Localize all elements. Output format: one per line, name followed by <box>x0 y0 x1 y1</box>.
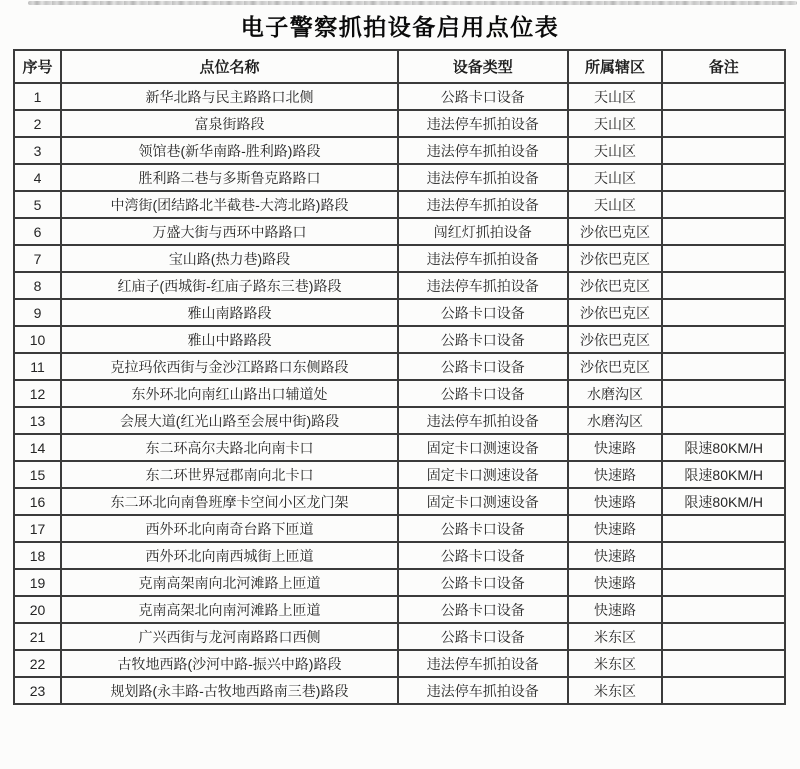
table-row <box>14 353 785 380</box>
cell-remark <box>662 380 785 407</box>
cell-type: 固定卡口测速设备 <box>398 434 568 461</box>
cell-type: 公路卡口设备 <box>398 299 568 326</box>
cell-type: 违法停车抓拍设备 <box>398 191 568 218</box>
cell-index: 18 <box>14 542 61 569</box>
table-row <box>14 596 785 623</box>
table-row <box>14 299 785 326</box>
cell-district: 天山区 <box>568 137 663 164</box>
cell-index: 8 <box>14 272 61 299</box>
page-title: 电子警察抓拍设备启用点位表 <box>240 14 560 40</box>
cell-type: 公路卡口设备 <box>398 353 568 380</box>
cell-index: 12 <box>14 380 61 407</box>
table-row <box>14 245 785 272</box>
cell-district: 沙依巴克区 <box>568 272 663 299</box>
cell-name: 中湾街(团结路北半截巷-大湾北路)路段 <box>61 191 398 218</box>
cell-district: 快速路 <box>568 542 663 569</box>
cell-type: 违法停车抓拍设备 <box>398 650 568 677</box>
cell-type: 违法停车抓拍设备 <box>398 245 568 272</box>
table-row <box>14 542 785 569</box>
cell-name: 东二环北向南鲁班摩卡空间小区龙门架 <box>61 488 398 515</box>
cell-district: 沙依巴克区 <box>568 245 663 272</box>
table-row <box>14 623 785 650</box>
cell-remark <box>662 569 785 596</box>
cell-type: 固定卡口测速设备 <box>398 488 568 515</box>
cell-name: 西外环北向南奇台路下匝道 <box>61 515 398 542</box>
cell-remark <box>662 299 785 326</box>
table-row <box>14 569 785 596</box>
cell-name: 宝山路(热力巷)路段 <box>61 245 398 272</box>
cell-district: 快速路 <box>568 461 663 488</box>
cell-type: 违法停车抓拍设备 <box>398 164 568 191</box>
cell-district: 天山区 <box>568 83 663 110</box>
cell-index: 22 <box>14 650 61 677</box>
cell-type: 公路卡口设备 <box>398 596 568 623</box>
table-row <box>14 677 785 704</box>
cell-district: 沙依巴克区 <box>568 353 663 380</box>
cell-index: 3 <box>14 137 61 164</box>
cell-remark <box>662 218 785 245</box>
cell-type: 违法停车抓拍设备 <box>398 272 568 299</box>
cell-index: 7 <box>14 245 61 272</box>
table-row <box>14 461 785 488</box>
cell-district: 水磨沟区 <box>568 380 663 407</box>
table-row <box>14 110 785 137</box>
cell-type: 违法停车抓拍设备 <box>398 677 568 704</box>
cell-name: 红庙子(西城街-红庙子路东三巷)路段 <box>61 272 398 299</box>
cell-name: 东二环世界冠郡南向北卡口 <box>61 461 398 488</box>
cell-index: 11 <box>14 353 61 380</box>
cell-type: 公路卡口设备 <box>398 83 568 110</box>
scan-artifact-strip <box>28 1 797 5</box>
cell-district: 天山区 <box>568 110 663 137</box>
table-row <box>14 272 785 299</box>
cell-index: 2 <box>14 110 61 137</box>
cell-district: 沙依巴克区 <box>568 326 663 353</box>
header-cell-district: 所属辖区 <box>568 50 663 83</box>
table-row <box>14 164 785 191</box>
cell-district: 快速路 <box>568 434 663 461</box>
table-row <box>14 434 785 461</box>
cell-district: 米东区 <box>568 623 663 650</box>
table-row <box>14 488 785 515</box>
cell-index: 5 <box>14 191 61 218</box>
cell-remark <box>662 164 785 191</box>
cell-district: 沙依巴克区 <box>568 299 663 326</box>
cell-index: 14 <box>14 434 61 461</box>
cell-type: 公路卡口设备 <box>398 515 568 542</box>
cell-index: 23 <box>14 677 61 704</box>
cell-name: 克南高架北向南河滩路上匝道 <box>61 596 398 623</box>
cell-remark <box>662 326 785 353</box>
cell-index: 19 <box>14 569 61 596</box>
cell-index: 10 <box>14 326 61 353</box>
cell-name: 古牧地西路(沙河中路-振兴中路)路段 <box>61 650 398 677</box>
cell-name: 东外环北向南红山路出口辅道处 <box>61 380 398 407</box>
header-cell-type: 设备类型 <box>398 50 568 83</box>
cell-name: 万盛大街与西环中路路口 <box>61 218 398 245</box>
cell-name: 领馆巷(新华南路-胜利路)路段 <box>61 137 398 164</box>
cell-type: 公路卡口设备 <box>398 542 568 569</box>
cell-type: 公路卡口设备 <box>398 380 568 407</box>
cell-remark <box>662 353 785 380</box>
header-cell-index: 序号 <box>14 50 61 83</box>
cell-remark <box>662 677 785 704</box>
cell-index: 20 <box>14 596 61 623</box>
table-header-row <box>14 50 785 83</box>
cell-name: 新华北路与民主路路口北侧 <box>61 83 398 110</box>
cell-type: 违法停车抓拍设备 <box>398 110 568 137</box>
cell-remark <box>662 110 785 137</box>
cell-index: 15 <box>14 461 61 488</box>
cell-district: 米东区 <box>568 650 663 677</box>
cell-type: 违法停车抓拍设备 <box>398 137 568 164</box>
cell-index: 1 <box>14 83 61 110</box>
table-row <box>14 650 785 677</box>
cell-index: 4 <box>14 164 61 191</box>
table-row <box>14 191 785 218</box>
cell-district: 快速路 <box>568 488 663 515</box>
header-cell-name: 点位名称 <box>61 50 398 83</box>
cell-remark <box>662 515 785 542</box>
cell-index: 17 <box>14 515 61 542</box>
header-cell-remark: 备注 <box>662 50 785 83</box>
table-body <box>14 83 785 704</box>
cell-remark <box>662 191 785 218</box>
cell-name: 雅山南路路段 <box>61 299 398 326</box>
cell-remark <box>662 623 785 650</box>
cell-index: 9 <box>14 299 61 326</box>
cell-name: 雅山中路路段 <box>61 326 398 353</box>
cell-remark <box>662 407 785 434</box>
cell-type: 固定卡口测速设备 <box>398 461 568 488</box>
cell-remark <box>662 596 785 623</box>
cell-name: 西外环北向南西城街上匝道 <box>61 542 398 569</box>
cell-index: 21 <box>14 623 61 650</box>
cell-name: 广兴西街与龙河南路路口西侧 <box>61 623 398 650</box>
cell-district: 米东区 <box>568 677 663 704</box>
cell-remark <box>662 245 785 272</box>
cell-index: 16 <box>14 488 61 515</box>
table-row <box>14 326 785 353</box>
cell-type: 公路卡口设备 <box>398 326 568 353</box>
table-row <box>14 407 785 434</box>
cell-district: 快速路 <box>568 569 663 596</box>
cell-name: 规划路(永丰路-古牧地西路南三巷)路段 <box>61 677 398 704</box>
cell-remark: 限速80KM/H <box>662 461 785 488</box>
table-row <box>14 137 785 164</box>
cell-name: 东二环高尔夫路北向南卡口 <box>61 434 398 461</box>
cell-district: 天山区 <box>568 191 663 218</box>
points-table <box>13 49 786 705</box>
cell-remark <box>662 542 785 569</box>
cell-name: 克南高架南向北河滩路上匝道 <box>61 569 398 596</box>
cell-type: 违法停车抓拍设备 <box>398 407 568 434</box>
cell-district: 水磨沟区 <box>568 407 663 434</box>
cell-name: 会展大道(红光山路至会展中街)路段 <box>61 407 398 434</box>
table-row <box>14 515 785 542</box>
table-header <box>14 50 785 83</box>
cell-remark <box>662 272 785 299</box>
cell-name: 胜利路二巷与多斯鲁克路路口 <box>61 164 398 191</box>
table-row <box>14 218 785 245</box>
cell-remark <box>662 650 785 677</box>
cell-name: 富泉街路段 <box>61 110 398 137</box>
cell-remark: 限速80KM/H <box>662 434 785 461</box>
cell-type: 公路卡口设备 <box>398 569 568 596</box>
cell-name: 克拉玛依西街与金沙江路路口东侧路段 <box>61 353 398 380</box>
cell-district: 天山区 <box>568 164 663 191</box>
table-row <box>14 380 785 407</box>
cell-district: 沙依巴克区 <box>568 218 663 245</box>
cell-remark <box>662 83 785 110</box>
cell-remark: 限速80KM/H <box>662 488 785 515</box>
cell-remark <box>662 137 785 164</box>
cell-district: 快速路 <box>568 596 663 623</box>
cell-type: 公路卡口设备 <box>398 623 568 650</box>
cell-index: 13 <box>14 407 61 434</box>
cell-type: 闯红灯抓拍设备 <box>398 218 568 245</box>
cell-district: 快速路 <box>568 515 663 542</box>
table-row <box>14 83 785 110</box>
cell-index: 6 <box>14 218 61 245</box>
